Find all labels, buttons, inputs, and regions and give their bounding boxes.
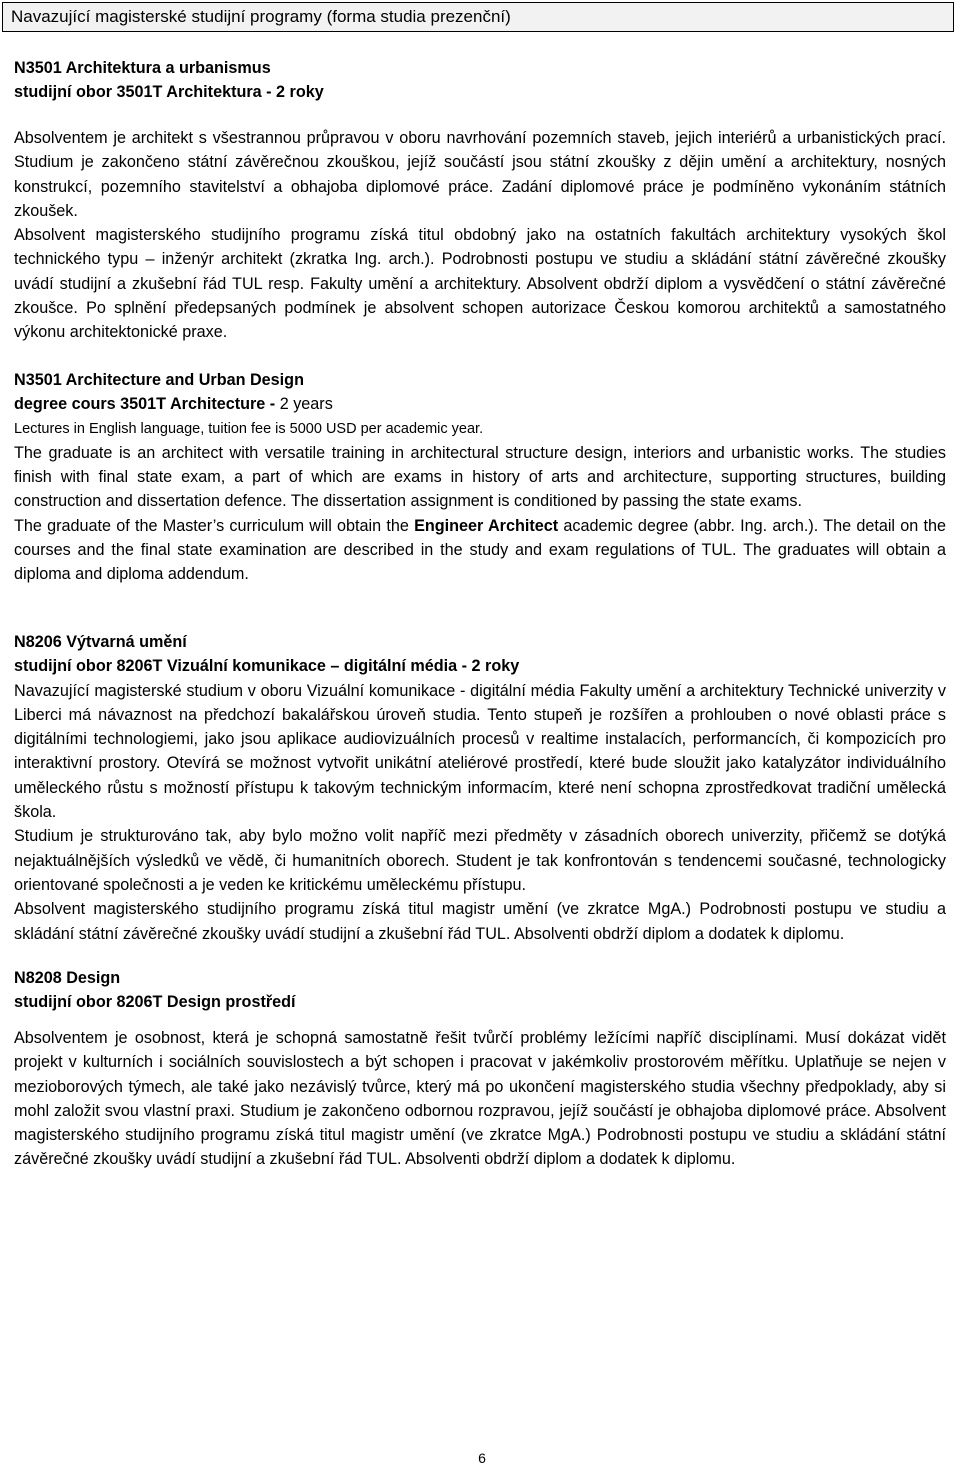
text-run: The graduate of the Master’s curriculum will obtain the: [14, 516, 415, 535]
section-subtitle: studijní obor 8206T Vizuální komunikace – digitální média - 2 roky: [14, 657, 520, 676]
page-number: 6: [478, 1450, 486, 1466]
paragraph: Studium je strukturováno tak, aby bylo možno volit napříč mezi předměty v zásadních oborech univerzity, přičemž se dotýká nejaktuálnějších výsledků ve vědě, či humanitních oborech. Student je tak konfrontován s tendencemi současné, technologicky orientované společnosti a je veden ke kritickému uměleckému přístupu.: [14, 827, 946, 894]
section-architecture-en: [14, 368, 946, 587]
paragraph: [14, 514, 946, 587]
fee-note: Lectures in English language, tuition fee is 5000 USD per academic year.: [14, 420, 484, 437]
section-subtitle: studijní obor 3501T Architektura - 2 roky: [14, 83, 324, 102]
paragraph: Absolventem je osobnost, která je schopná samostatně řešit tvůrčí problémy ležícími napříč disciplínami. Musí dokázat vidět projekt v kulturních i sociálních souvislostech a být schopen i pracovat v jakémkoliv prostorovém měřítku. Uplatňuje se nejen v mezioborových týmech, ale také jako nezávislý tvůrce, který má po ukončení magisterského studia všechny předpoklady, aby si mohl založit svou vlastní praxi. Studium je zakončeno odbornou rozpravou, jejíž součástí je obhajoba diplomové práce. Absolvent magisterského studijního programu získá titul magistr umění (ve zkratce MgA.) Podrobnosti postupu ve studiu a skládání státní závěrečné zkoušky uvádí studijní a zkušební řád TUL. Absolventi obdrží diplom a dodatek k diplomu.: [14, 1029, 946, 1169]
section-architektura-cz: [14, 56, 946, 105]
section-design: [14, 966, 946, 1015]
section-visual-communication: [14, 630, 946, 946]
section-title: N3501 Architecture and Urban Design: [14, 371, 304, 389]
paragraph: Absolvent magisterského studijního programu získá titul magistr umění (ve zkratce MgA.) Podrobnosti postupu ve studiu a skládání státní závěrečné zkoušky uvádí studijní a zkušební řád TUL. Absolventi obdrží diplom a dodatek k diplomu.: [14, 900, 946, 943]
paragraph: Absolventem je architekt s všestrannou průpravou v oboru navrhování pozemních staveb, jejich interiérů a urbanistických prací. Studium je zakončeno státní závěrečnou zkouškou, jejíž součástí jsou státní zkoušky z dějin umění a architektury, nosných konstrukcí, pozemního stavitelství a obhajoba diplomové práce. Zadání diplomové práce je podmíněno vykonáním státních zkoušek.: [14, 129, 946, 220]
page-header: Navazující magisterské studijní programy (forma studia prezenční): [2, 2, 954, 32]
section-title: N3501 Architektura a urbanismus: [14, 59, 271, 77]
section-title: N8208 Design: [14, 969, 121, 987]
degree-name: Engineer Architect: [414, 516, 559, 535]
paragraph: The graduate is an architect with versatile training in architectural structure design, interiors and urbanistic works. The studies finish with final state exam, a part of which are exams in history of arts and architecture, supporting structures, building construction and dissertation defence. The dissertation assignment is conditioned by passing the state exams.: [14, 443, 946, 511]
paragraph: Absolvent magisterského studijního programu získá titul obdobný jako na ostatních fakultách architektury vysokých škol technického typu – inženýr architekt (zkratka Ing. arch.). Podrobnosti postupu ve studiu a skládání státní závěrečné zkoušky uvádí studijní a zkušební řád TUL resp. Fakulty umění a architektury. Absolvent obdrží diplom a vysvědčení o státní závěrečné zkoušce. Po splnění předepsaných podmínek je absolvent schopen autorizace Českou komorou architektů a samostatného výkonu architektonické praxe.: [14, 226, 946, 342]
section-title: N8206 Výtvarná umění: [14, 633, 187, 651]
text-run: academic degree (abbr. Ing. arch.). The detail on the courses and the final state examination are described in the study and exam regulations of TUL. The graduates will obtain a diploma and diploma addendum.: [14, 516, 946, 584]
subtitle-rest: 2 years: [279, 395, 333, 414]
subtitle-bold: degree cours 3501T Architecture -: [14, 395, 280, 414]
section-design-body: [14, 1026, 946, 1172]
section-subtitle: studijní obor 8206T Design prostředí: [14, 993, 296, 1012]
paragraph: Navazující magisterské studium v oboru Vizuální komunikace - digitální média Fakulty umění a architektury Technické univerzity v Liberci má návaznost na předchozí bakalářskou úroveň studia. Tento stupeň je rozšířen a prohlouben o nové oblasti práce s digitálními technologiemi, jako jsou aplikace audiovizuálních procesů v realtime instalacích, performancích, či kompozicích pro interaktivní prostory. Otevírá se možnost vytvořit unikátní ateliérové prostředí, které bude sloužit jako katalyzátor individuálního uměleckého růstu s možností přístupu k takovým technickým informacím, které není schopna zprostředkovat tradiční umělecká škola.: [14, 681, 946, 822]
section-subtitle: [14, 392, 946, 416]
section-architektura-cz-body: [14, 126, 946, 345]
